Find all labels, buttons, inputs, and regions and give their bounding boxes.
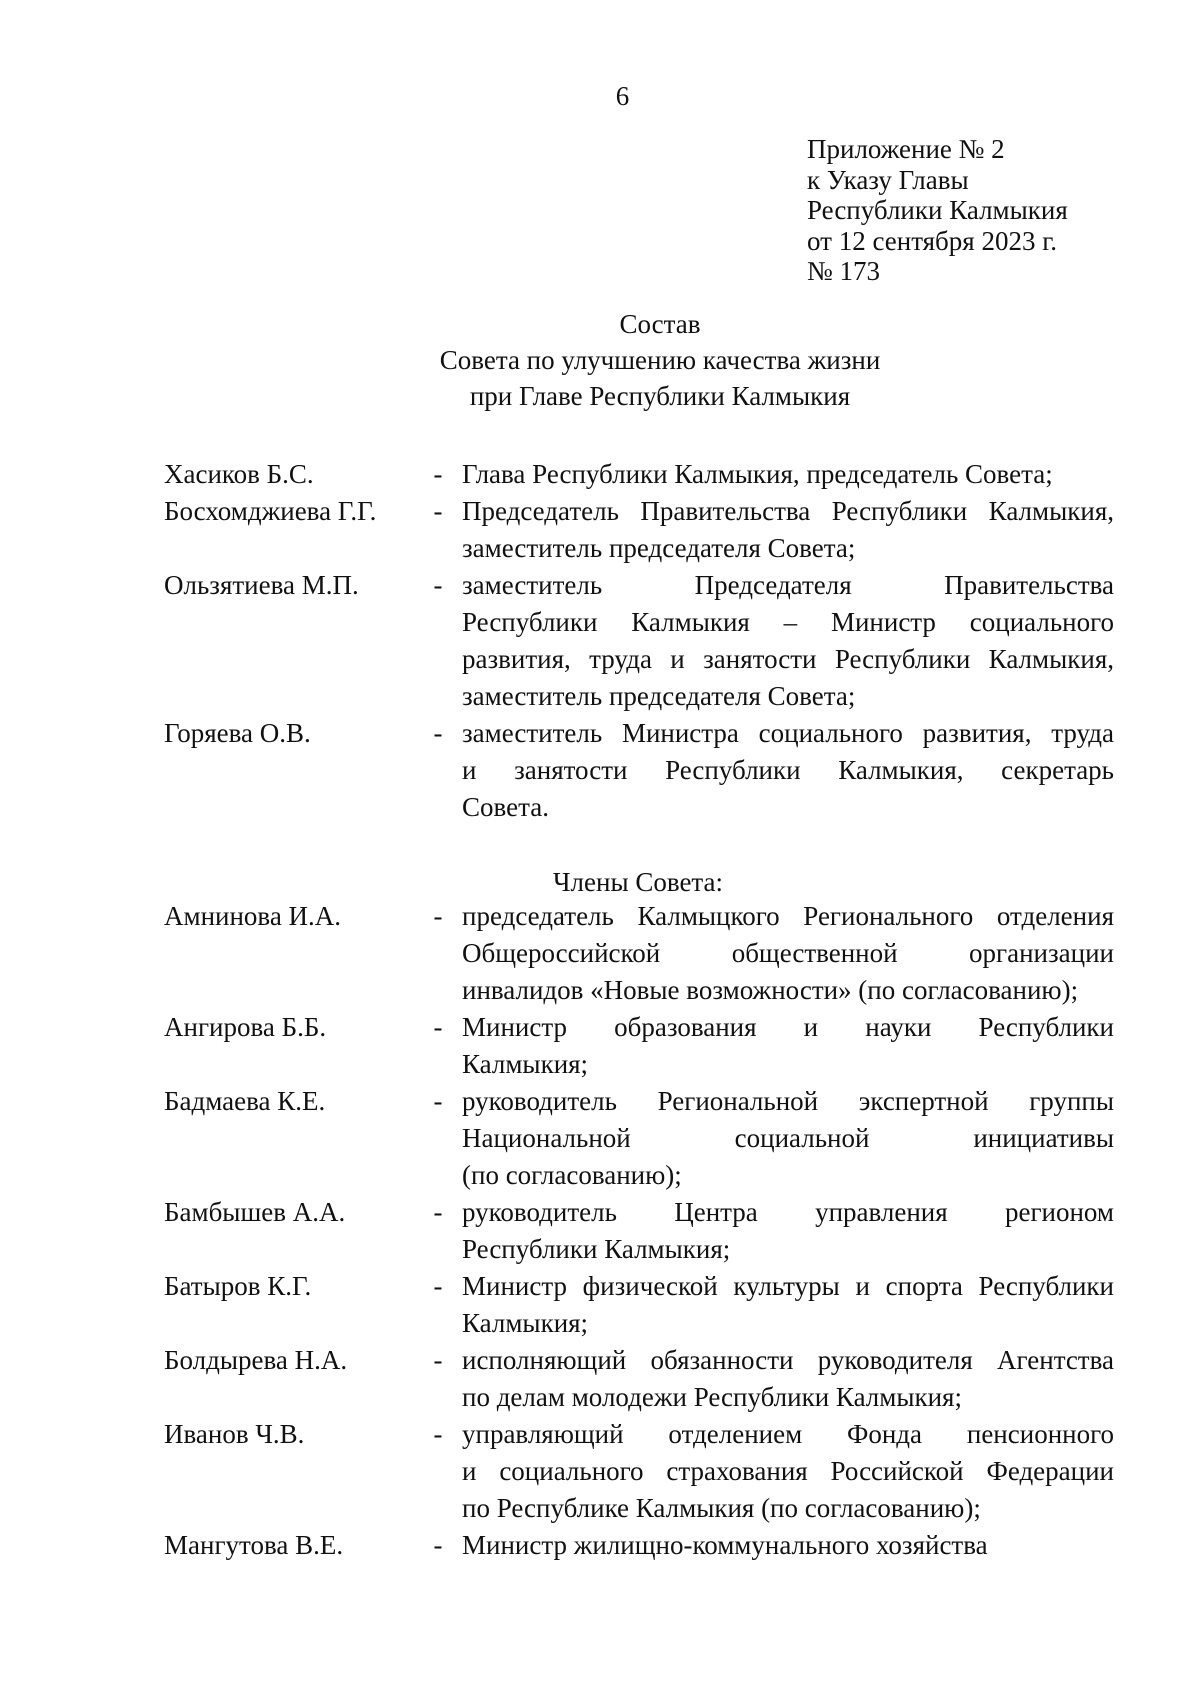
- appendix-line: № 173: [807, 256, 881, 286]
- page-number: 6: [615, 81, 630, 111]
- dash-separator: -: [433, 1345, 443, 1375]
- council-leadership-list: [164, 456, 1114, 826]
- member-role: [462, 1194, 1114, 1268]
- dash-separator: -: [433, 1271, 443, 1301]
- roster-entry: [164, 456, 1114, 493]
- document-title: [0, 306, 1200, 414]
- role-line: по делам молодежи Республики Калмыкия;: [462, 1382, 962, 1412]
- role-line: Совета.: [462, 792, 549, 822]
- member-name: Хасиков Б.С.: [164, 459, 314, 489]
- roster-entry: [164, 715, 1114, 826]
- role-line: управляющий отделением Фонда пенсионного: [462, 1419, 1114, 1449]
- member-role: [462, 1416, 1114, 1527]
- dash-separator: -: [433, 459, 443, 489]
- role-line: руководитель Центра управления регионом: [462, 1197, 1114, 1227]
- member-name: Батыров К.Г.: [164, 1271, 312, 1301]
- roster-entry: [164, 898, 1114, 1009]
- member-role: [462, 1268, 1114, 1342]
- dash-separator: -: [433, 1012, 443, 1042]
- appendix-line: к Указу Главы: [807, 164, 969, 195]
- member-name: Босхомджиева Г.Г.: [164, 496, 377, 526]
- dash-separator: -: [433, 1419, 443, 1449]
- council-members-list: [164, 898, 1114, 1564]
- member-role: [462, 1527, 1114, 1564]
- member-name: Горяева О.В.: [164, 718, 311, 748]
- member-name: Амнинова И.А.: [164, 901, 342, 931]
- role-line: Председатель Правительства Республики Калмыкия,: [462, 496, 1114, 526]
- role-line: заместитель председателя Совета;: [462, 533, 856, 563]
- role-line: Калмыкия;: [462, 1049, 589, 1079]
- member-name: Ользятиева М.П.: [164, 570, 359, 600]
- role-line: Национальной социальной инициативы: [462, 1123, 1114, 1153]
- member-role: [462, 567, 1114, 715]
- roster-entry: [164, 1194, 1114, 1268]
- appendix-line: Приложение № 2: [807, 134, 1005, 164]
- member-name: Ангирова Б.Б.: [164, 1012, 327, 1042]
- dash-separator: -: [433, 901, 443, 931]
- member-role: [462, 1083, 1114, 1194]
- role-line: исполняющий обязанности руководителя Агентства: [462, 1345, 1114, 1375]
- appendix-reference: [807, 134, 1068, 287]
- member-role: [462, 493, 1114, 567]
- member-name: Болдырева Н.А.: [164, 1345, 348, 1375]
- roster-entry: [164, 1009, 1114, 1083]
- member-role: [462, 1009, 1114, 1083]
- roster-entry: [164, 1268, 1114, 1342]
- dash-separator: -: [433, 496, 443, 526]
- role-line: Министр физической культуры и спорта Республики: [462, 1271, 1114, 1301]
- dash-separator: -: [433, 1197, 443, 1227]
- title-line: Совета по улучшению качества жизни: [439, 345, 881, 375]
- member-role: [462, 1342, 1114, 1416]
- role-line: по Республике Калмыкия (по согласованию);: [462, 1493, 981, 1523]
- roster-entry: [164, 493, 1114, 567]
- dash-separator: -: [433, 570, 443, 600]
- member-name: Бамбышев А.А.: [164, 1197, 346, 1227]
- role-line: заместитель Министра социального развития, труда: [462, 718, 1114, 748]
- role-line: Калмыкия;: [462, 1308, 589, 1338]
- dash-separator: -: [433, 718, 443, 748]
- member-name: Бадмаева К.Е.: [164, 1086, 326, 1116]
- roster-entry: [164, 1416, 1114, 1527]
- role-line: инвалидов «Новые возможности» (по согласованию);: [462, 975, 1079, 1005]
- role-line: председатель Калмыцкого Регионального отделения: [462, 901, 1114, 931]
- role-line: Республики Калмыкия – Министр социального: [462, 607, 1114, 637]
- role-line: Республики Калмыкия;: [462, 1234, 731, 1264]
- role-line: (по согласованию);: [462, 1160, 682, 1190]
- appendix-line: Республики Калмыкия: [807, 195, 1068, 225]
- role-line: Общероссийской общественной организации: [462, 938, 1114, 968]
- role-line: и занятости Республики Калмыкия, секретарь: [462, 755, 1114, 785]
- role-line: Министр жилищно-коммунального хозяйства: [462, 1530, 988, 1560]
- role-line: Глава Республики Калмыкия, председатель Совета;: [462, 459, 1053, 489]
- member-name: Мангутова В.Е.: [164, 1530, 344, 1560]
- title-line: при Главе Республики Калмыкия: [469, 381, 851, 411]
- roster-entry: [164, 1083, 1114, 1194]
- dash-separator: -: [433, 1530, 443, 1560]
- member-role: [462, 898, 1114, 1009]
- role-line: заместитель председателя Совета;: [462, 681, 856, 711]
- role-line: Министр образования и науки Республики: [462, 1012, 1114, 1042]
- title-line: Состав: [619, 309, 701, 339]
- roster-entry: [164, 1342, 1114, 1416]
- member-name: Иванов Ч.В.: [164, 1419, 305, 1449]
- roster-entry: [164, 1527, 1114, 1564]
- appendix-line: от 12 сентября 2023 г.: [807, 225, 1057, 256]
- members-heading: Члены Совета:: [553, 867, 724, 897]
- dash-separator: -: [433, 1086, 443, 1116]
- role-line: и социального страхования Российской Федерации: [462, 1456, 1114, 1486]
- role-line: руководитель Региональной экспертной группы: [462, 1086, 1114, 1116]
- role-line: развития, труда и занятости Республики Калмыкия,: [462, 644, 1114, 674]
- role-line: заместитель Председателя Правительства: [462, 570, 1114, 600]
- roster-entry: [164, 567, 1114, 715]
- member-role: [462, 715, 1114, 826]
- member-role: [462, 456, 1114, 493]
